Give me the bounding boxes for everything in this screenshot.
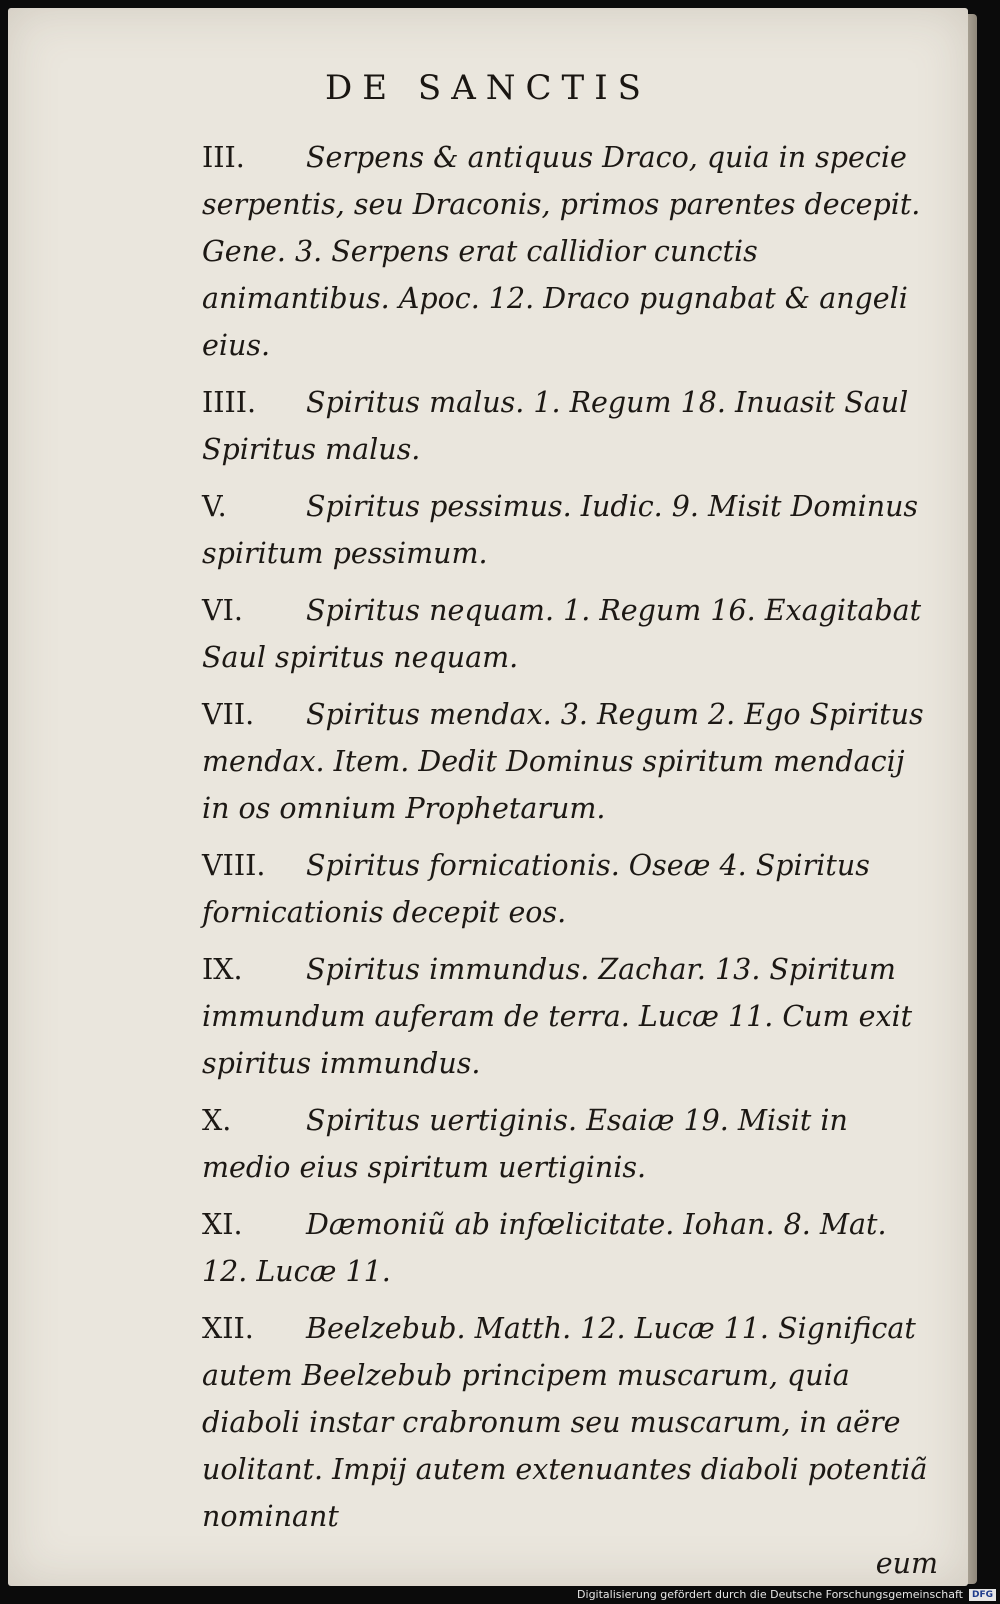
entry-8	[202, 842, 938, 936]
page-text	[202, 134, 938, 1587]
entry-number: X.	[202, 1104, 232, 1137]
entry-number: IIII.	[202, 386, 257, 419]
entry-11	[202, 1201, 938, 1295]
entry-4	[202, 379, 938, 473]
footer-credit: Digitalisierung gefördert durch die Deutsche Forschungsgemeinschaft	[577, 1588, 963, 1601]
entry-9	[202, 946, 938, 1087]
entry-5	[202, 483, 938, 577]
entry-number: XI.	[202, 1208, 243, 1241]
entry-text: Serpens & antiquus Draco, quia in specie serpentis, seu Draconis, primos parentes decepit. Gene. 3. Serpens erat callidior cunctis animantibus. Apoc. 12. Draco pugnabat & angeli eius.	[202, 141, 921, 362]
entry-10	[202, 1097, 938, 1191]
entry-text: Spiritus nequam. 1. Regum 16. Exagitabat Saul spiritus nequam.	[202, 594, 922, 674]
entry-3	[202, 134, 938, 369]
book-page	[8, 8, 968, 1586]
entry-text: Spiritus uertiginis. Esaiæ 19. Misit in medio eius spiritum uertiginis.	[202, 1104, 848, 1184]
catchword: eum	[875, 1547, 938, 1580]
entry-number: VIII.	[202, 849, 266, 882]
entry-6	[202, 587, 938, 681]
entry-number: XII.	[202, 1312, 254, 1345]
entry-text: Spiritus immundus. Zachar. 13. Spiritum immundum auferam de terra. Lucæ 11. Cum exit spiritus immundus.	[202, 953, 913, 1080]
entry-text: Spiritus pessimus. Iudic. 9. Misit Dominus spiritum pessimum.	[202, 490, 919, 570]
digitization-footer	[0, 1586, 1000, 1604]
entry-number: VI.	[202, 594, 243, 627]
entry-text: Dæmoniũ ab infœlicitate. Iohan. 8. Mat. 12. Lucæ 11.	[202, 1208, 887, 1288]
entry-text: Beelzebub. Matth. 12. Lucæ 11. Significat autem Beelzebub principem muscarum, quia diaboli instar crabronum seu muscarum, in aëre uolitant. Impij autem extenuantes diaboli potentiã nominant	[202, 1312, 928, 1533]
entry-number: IX.	[202, 953, 243, 986]
entry-12	[202, 1305, 938, 1540]
entry-number: V.	[202, 490, 227, 523]
running-head: DE SANCTIS	[325, 68, 651, 108]
entry-7	[202, 691, 938, 832]
entry-number: VII.	[202, 698, 255, 731]
entry-text: Spiritus malus. 1. Regum 18. Inuasit Saul Spiritus malus.	[202, 386, 909, 466]
entry-text: Spiritus mendax. 3. Regum 2. Ego Spiritus mendax. Item. Dedit Dominus spiritum mendacij in os omnium Prophetarum.	[202, 698, 924, 825]
dfg-logo: DFG	[969, 1589, 996, 1601]
entry-number: III.	[202, 141, 245, 174]
entry-text: Spiritus fornicationis. Oseæ 4. Spiritus fornicationis decepit eos.	[202, 849, 870, 929]
